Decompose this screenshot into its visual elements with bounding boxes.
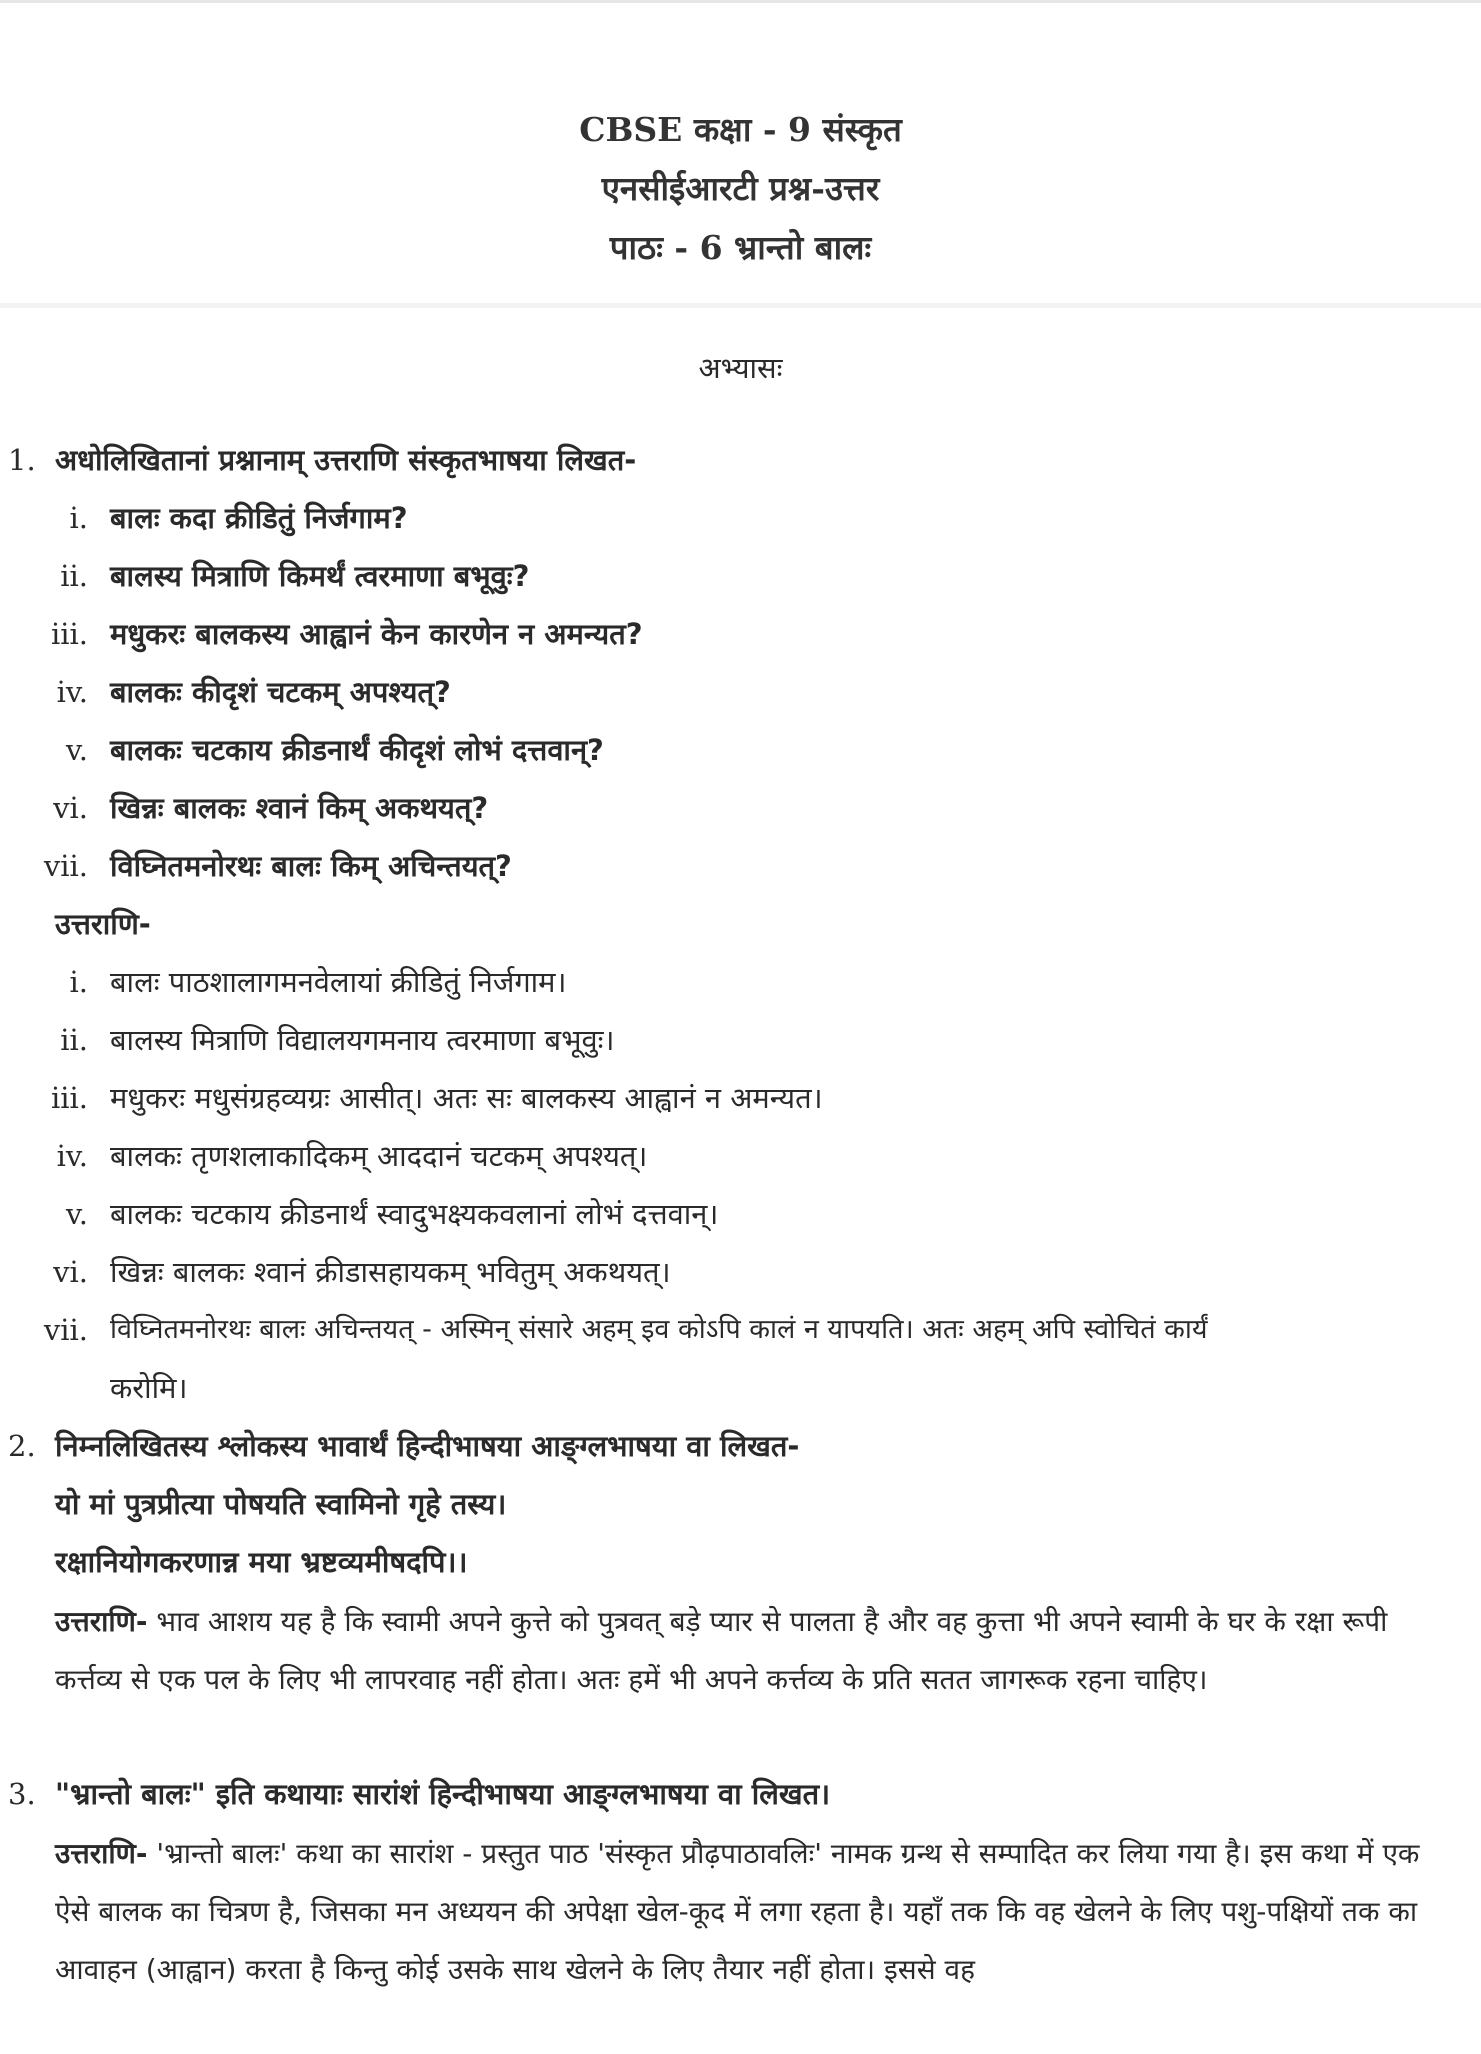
answer-paragraph: [55, 1825, 1455, 1999]
answer-text: बालस्य मित्राणि विद्यालयगमनाय त्वरमाणा बभूवुः।: [110, 1023, 615, 1057]
sub-question-text: बालस्य मित्राणि किमर्थं त्वरमाणा बभूवुः?: [110, 559, 530, 593]
answer-text: 'भ्रान्तो बालः' कथा का सारांश - प्रस्तुत पाठ 'संस्कृत प्रौढ़पाठावलिः' नामक ग्रन्थ से सम्पादित कर लिया गया है। इस कथा में एक ऐसे बालक का चित्रण है, जिसका मन अध्ययन की अपेक्षा खेल-कूद में लगा रहता है। यहाँ तक कि वह खेलने के लिए पशु-पक्षियों तक का आवाहन (आह्वान) करता है किन्तु कोई उसके साथ खेलने के लिए तैयार नहीं होता। इससे वह: [55, 1837, 1420, 1986]
sub-question-text: विघ्नितमनोरथः बालः किम् अचिन्तयत्?: [110, 849, 512, 883]
question-text: अधोलिखितानां प्रश्नानाम् उत्तराणि संस्कृतभाषया लिखत-: [55, 443, 637, 477]
answer-number: vii.: [43, 1313, 88, 1347]
sub-question-number: vii.: [43, 849, 88, 883]
answer-text: बालः पाठशालागमनवेलायां क्रीडितुं निर्जगाम।: [110, 965, 567, 999]
section-title: अभ्यासः: [698, 351, 783, 385]
sub-question-number: vi.: [53, 791, 88, 825]
question-text: निम्नलिखितस्य श्लोकस्य भावार्थं हिन्दीभाषया आङ्ग्लभाषया वा लिखत-: [55, 1429, 800, 1463]
answers-label: उत्तराणि-: [55, 1605, 148, 1638]
answer-number: iii.: [50, 1081, 88, 1115]
answers-label: उत्तराणि-: [55, 1837, 148, 1870]
sub-question-number: iv.: [56, 675, 88, 709]
answer-text: बालकः चटकाय क्रीडनार्थं स्वादुभक्ष्यकवलानां लोभं दत्तवान्।: [110, 1197, 719, 1231]
sub-question-number: i.: [69, 501, 88, 535]
answer-text-continued: करोमि।: [110, 1371, 188, 1405]
sub-question-number: iii.: [50, 617, 88, 651]
sub-question-text: बालकः कीदृशं चटकम् अपश्यत्?: [110, 675, 451, 709]
verse-line: यो मां पुत्रप्रीत्या पोषयति स्वामिनो गृहे तस्य।: [55, 1487, 507, 1521]
question-text: "भ्रान्तो बालः" इति कथायाः सारांशं हिन्दीभाषया आङ्ग्लभाषया वा लिखत।: [55, 1777, 831, 1811]
header-subtitle: एनसीईआरटी प्रश्न-उत्तर: [601, 169, 880, 208]
answer-text: भाव आशय यह है कि स्वामी अपने कुत्ते को पुत्रवत् बड़े प्यार से पालता है और वह कुत्ता भी अपने स्वामी के घर के रक्षा रूपी कर्त्तव्य से एक पल के लिए भी लापरवाह नहीं होता। अतः हमें भी अपने कर्त्तव्य के प्रति सतत जागरूक रहना चाहिए।: [55, 1605, 1388, 1696]
title-header: [0, 0, 1481, 303]
sub-question-text: बालः कदा क्रीडितुं निर्जगाम?: [110, 501, 408, 535]
sub-question-text: बालकः चटकाय क्रीडनार्थं कीदृशं लोभं दत्तवान्?: [110, 733, 604, 767]
answer-number: v.: [65, 1197, 88, 1231]
answer-number: ii.: [60, 1023, 88, 1057]
answer-text: खिन्नः बालकः श्वानं क्रीडासहायकम् भवितुम् अकथयत्।: [110, 1255, 671, 1289]
sub-question-number: ii.: [60, 559, 88, 593]
question-number: 1.: [8, 443, 36, 477]
answer-number: vi.: [53, 1255, 88, 1289]
question-number: 2.: [8, 1429, 36, 1463]
answer-text: बालकः तृणशलाकादिकम् आददानं चटकम् अपश्यत्।: [110, 1139, 648, 1173]
answer-text: मधुकरः मधुसंग्रहव्यग्रः आसीत्। अतः सः बालकस्य आह्वानं न अमन्यत।: [110, 1081, 823, 1115]
answer-paragraph: [55, 1593, 1455, 1709]
sub-question-number: v.: [65, 733, 88, 767]
answer-number: iv.: [56, 1139, 88, 1173]
answer-number: i.: [69, 965, 88, 999]
verse-line: रक्षानियोगकरणान्न मया भ्रष्टव्यमीषदपि।।: [55, 1545, 468, 1579]
exercise-content: [0, 308, 1481, 2054]
sub-question-text: खिन्नः बालकः श्वानं किम् अकथयत्?: [110, 791, 489, 825]
answer-text: विघ्नितमनोरथः बालः अचिन्तयत् - अस्मिन् संसारे अहम् इव कोऽपि कालं न यापयति। अतः अहम् अपि स्वोचितं कार्यं: [110, 1314, 1208, 1345]
sub-question-text: मधुकरः बालकस्य आह्वानं केन कारणेन न अमन्यत?: [110, 617, 643, 651]
question-number: 3.: [8, 1777, 36, 1811]
header-lesson: पाठः - 6 भ्रान्तो बालः: [609, 228, 872, 267]
answers-label: उत्तराणि-: [55, 907, 151, 941]
header-title: CBSE कक्षा - 9 संस्कृत: [579, 110, 902, 149]
